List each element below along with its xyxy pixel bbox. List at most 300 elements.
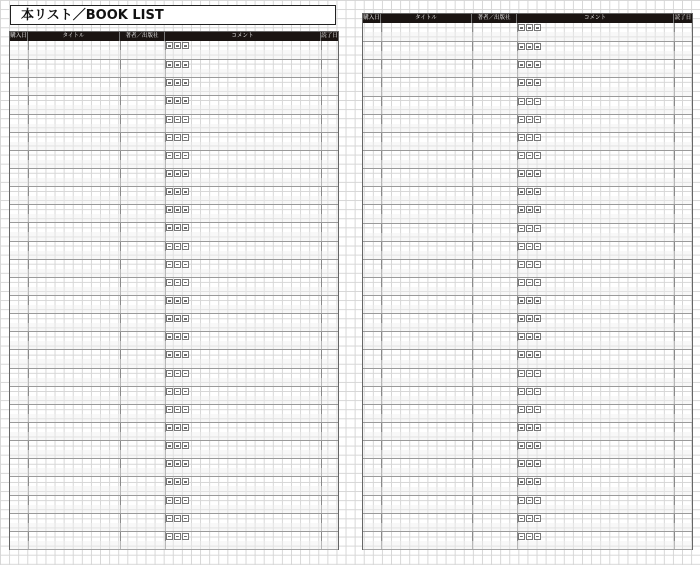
header-author-publisher: 著者／出版社	[120, 32, 165, 41]
date-box	[526, 315, 533, 322]
date-box	[526, 442, 533, 449]
date-box	[526, 152, 533, 159]
date-box	[174, 388, 181, 395]
date-stamp	[166, 442, 189, 449]
list-item	[10, 150, 338, 168]
date-stamp	[166, 134, 189, 141]
date-stamp	[518, 79, 541, 86]
date-box	[518, 424, 525, 431]
date-box	[526, 243, 533, 250]
list-item	[363, 59, 692, 77]
list-item	[363, 277, 692, 295]
table-header	[10, 32, 338, 41]
list-item	[363, 331, 692, 349]
date-stamp	[518, 442, 541, 449]
date-box	[174, 478, 181, 485]
date-stamp	[166, 261, 189, 268]
date-stamp	[518, 460, 541, 467]
date-box	[174, 206, 181, 213]
date-box	[526, 388, 533, 395]
date-box	[182, 515, 189, 522]
list-item	[363, 23, 692, 41]
date-box	[526, 134, 533, 141]
date-stamp	[166, 406, 189, 413]
date-box	[518, 261, 525, 268]
date-box	[526, 297, 533, 304]
date-stamp	[518, 406, 541, 413]
list-item	[363, 96, 692, 114]
date-box	[526, 424, 533, 431]
date-box	[534, 370, 541, 377]
row-band	[363, 32, 692, 41]
date-box	[166, 333, 173, 340]
date-stamp	[166, 460, 189, 467]
date-box	[166, 515, 173, 522]
date-box	[182, 152, 189, 159]
date-stamp	[166, 533, 189, 540]
date-box	[518, 188, 525, 195]
right-page	[355, 0, 700, 565]
date-box	[166, 206, 173, 213]
list-item	[10, 59, 338, 77]
date-box	[534, 460, 541, 467]
date-stamp	[518, 206, 541, 213]
date-box	[534, 243, 541, 250]
date-stamp	[518, 24, 541, 31]
date-stamp	[166, 388, 189, 395]
date-box	[518, 170, 525, 177]
date-box	[174, 97, 181, 104]
date-box	[534, 24, 541, 31]
list-item	[10, 440, 338, 458]
date-box	[174, 297, 181, 304]
date-box	[174, 116, 181, 123]
date-box	[174, 370, 181, 377]
date-box	[534, 206, 541, 213]
row-band	[10, 50, 338, 59]
date-box	[174, 42, 181, 49]
row-band	[10, 541, 338, 550]
list-item	[10, 77, 338, 95]
date-box	[166, 315, 173, 322]
list-item	[363, 295, 692, 313]
date-box	[518, 478, 525, 485]
date-box	[182, 315, 189, 322]
date-box	[518, 243, 525, 250]
date-box	[166, 61, 173, 68]
list-item	[363, 41, 692, 59]
date-box	[174, 497, 181, 504]
date-stamp	[518, 297, 541, 304]
date-box	[182, 61, 189, 68]
date-stamp	[166, 478, 189, 485]
list-item	[10, 41, 338, 59]
list-item	[10, 458, 338, 476]
date-stamp	[518, 61, 541, 68]
date-box	[526, 406, 533, 413]
date-box	[518, 24, 525, 31]
date-stamp	[166, 116, 189, 123]
date-stamp	[518, 388, 541, 395]
date-box	[174, 315, 181, 322]
list-item	[10, 186, 338, 204]
date-box	[166, 261, 173, 268]
date-box	[182, 97, 189, 104]
date-box	[518, 98, 525, 105]
date-box	[526, 460, 533, 467]
date-stamp	[166, 79, 189, 86]
date-box	[518, 116, 525, 123]
date-box	[166, 478, 173, 485]
date-stamp	[166, 188, 189, 195]
date-box	[534, 188, 541, 195]
list-item	[10, 531, 338, 549]
date-box	[526, 170, 533, 177]
header-purchase-date: 購入日	[10, 33, 27, 39]
list-item	[363, 186, 692, 204]
date-box	[174, 61, 181, 68]
date-stamp	[518, 188, 541, 195]
list-item	[363, 368, 692, 386]
header-title: タイトル	[28, 32, 120, 41]
date-stamp	[518, 152, 541, 159]
date-box	[166, 188, 173, 195]
list-item	[10, 277, 338, 295]
date-box	[174, 460, 181, 467]
date-stamp	[518, 261, 541, 268]
date-box	[518, 225, 525, 232]
date-box	[526, 79, 533, 86]
date-stamp	[518, 315, 541, 322]
date-stamp	[166, 333, 189, 340]
date-box	[174, 515, 181, 522]
date-stamp	[518, 170, 541, 177]
header-purchase-date: 購入日	[363, 15, 380, 21]
date-box	[534, 297, 541, 304]
list-item	[363, 531, 692, 549]
date-box	[526, 515, 533, 522]
date-stamp	[518, 98, 541, 105]
date-box	[182, 297, 189, 304]
date-box	[182, 224, 189, 231]
date-stamp	[166, 279, 189, 286]
date-box	[166, 533, 173, 540]
date-box	[534, 478, 541, 485]
list-item	[363, 349, 692, 367]
list-item	[363, 313, 692, 331]
list-item	[363, 404, 692, 422]
header-comment: コメント	[165, 32, 321, 41]
header-author-publisher: 著者／出版社	[472, 14, 517, 23]
list-item	[363, 204, 692, 222]
date-stamp	[166, 351, 189, 358]
date-box	[166, 79, 173, 86]
date-box	[526, 261, 533, 268]
date-box	[182, 497, 189, 504]
date-box	[526, 188, 533, 195]
list-item	[363, 440, 692, 458]
list-item	[10, 204, 338, 222]
date-box	[518, 297, 525, 304]
date-box	[518, 351, 525, 358]
date-box	[166, 42, 173, 49]
list-item	[10, 295, 338, 313]
date-box	[518, 79, 525, 86]
date-box	[534, 442, 541, 449]
date-box	[182, 79, 189, 86]
date-box	[518, 333, 525, 340]
date-box	[182, 134, 189, 141]
list-item	[10, 259, 338, 277]
date-box	[166, 370, 173, 377]
list-item	[363, 132, 692, 150]
date-box	[526, 98, 533, 105]
date-box	[182, 206, 189, 213]
date-box	[534, 116, 541, 123]
date-box	[182, 261, 189, 268]
row-band	[363, 541, 692, 550]
list-item	[363, 513, 692, 531]
list-item	[10, 241, 338, 259]
date-box	[174, 188, 181, 195]
date-box	[166, 152, 173, 159]
list-item	[10, 331, 338, 349]
list-item	[363, 495, 692, 513]
date-box	[174, 134, 181, 141]
date-box	[166, 243, 173, 250]
list-item	[10, 476, 338, 494]
date-box	[526, 370, 533, 377]
date-stamp	[166, 515, 189, 522]
date-stamp	[166, 170, 189, 177]
date-box	[526, 225, 533, 232]
date-stamp	[166, 61, 189, 68]
list-item	[10, 95, 338, 113]
date-stamp	[518, 497, 541, 504]
date-box	[534, 406, 541, 413]
date-box	[526, 61, 533, 68]
list-item	[363, 422, 692, 440]
date-box	[534, 351, 541, 358]
list-item	[10, 313, 338, 331]
date-stamp	[166, 42, 189, 49]
date-stamp	[166, 152, 189, 159]
date-stamp	[518, 333, 541, 340]
date-box	[166, 297, 173, 304]
date-box	[518, 43, 525, 50]
date-stamp	[518, 515, 541, 522]
date-box	[174, 406, 181, 413]
date-box	[166, 134, 173, 141]
list-item	[10, 495, 338, 513]
date-stamp	[518, 370, 541, 377]
date-box	[166, 116, 173, 123]
date-stamp	[166, 315, 189, 322]
date-stamp	[518, 134, 541, 141]
date-box	[526, 533, 533, 540]
date-box	[182, 533, 189, 540]
date-box	[518, 460, 525, 467]
list-item	[10, 349, 338, 367]
list-item	[10, 132, 338, 150]
date-box	[174, 351, 181, 358]
date-box	[534, 315, 541, 322]
date-box	[534, 279, 541, 286]
list-item	[363, 114, 692, 132]
date-stamp	[518, 424, 541, 431]
date-stamp	[166, 224, 189, 231]
date-box	[534, 388, 541, 395]
date-box	[182, 370, 189, 377]
date-box	[518, 61, 525, 68]
date-box	[182, 478, 189, 485]
date-box	[166, 170, 173, 177]
date-box	[518, 315, 525, 322]
date-box	[182, 442, 189, 449]
date-box	[534, 61, 541, 68]
date-box	[518, 370, 525, 377]
date-box	[182, 188, 189, 195]
date-box	[534, 152, 541, 159]
date-stamp	[166, 370, 189, 377]
date-stamp	[166, 424, 189, 431]
list-item	[10, 386, 338, 404]
list-item	[10, 114, 338, 132]
date-box	[174, 224, 181, 231]
date-stamp	[518, 225, 541, 232]
date-stamp	[518, 351, 541, 358]
date-box	[518, 533, 525, 540]
date-stamp	[166, 206, 189, 213]
list-item	[363, 150, 692, 168]
date-box	[174, 279, 181, 286]
list-item	[363, 458, 692, 476]
header-comment: コメント	[517, 14, 674, 23]
list-item	[10, 513, 338, 531]
table-header	[363, 14, 692, 23]
date-stamp	[518, 533, 541, 540]
date-stamp	[166, 97, 189, 104]
date-box	[174, 243, 181, 250]
list-item	[10, 168, 338, 186]
date-box	[166, 442, 173, 449]
date-box	[534, 515, 541, 522]
date-box	[166, 351, 173, 358]
list-item	[363, 386, 692, 404]
date-box	[534, 79, 541, 86]
date-box	[166, 497, 173, 504]
date-box	[526, 116, 533, 123]
date-box	[518, 152, 525, 159]
title-box	[10, 5, 336, 25]
date-box	[534, 98, 541, 105]
list-item	[363, 223, 692, 241]
list-item	[363, 259, 692, 277]
date-box	[526, 43, 533, 50]
date-box	[534, 225, 541, 232]
date-box	[174, 442, 181, 449]
date-box	[182, 388, 189, 395]
date-box	[182, 424, 189, 431]
list-item	[10, 404, 338, 422]
date-box	[174, 261, 181, 268]
list-item	[363, 476, 692, 494]
left-page	[0, 0, 345, 565]
date-box	[518, 497, 525, 504]
date-box	[166, 406, 173, 413]
header-finish-date: 読了日	[321, 33, 338, 39]
date-box	[534, 533, 541, 540]
list-item	[363, 77, 692, 95]
date-stamp	[518, 43, 541, 50]
date-box	[182, 170, 189, 177]
date-box	[518, 406, 525, 413]
date-box	[518, 388, 525, 395]
date-box	[174, 152, 181, 159]
list-item	[10, 422, 338, 440]
date-stamp	[166, 497, 189, 504]
date-stamp	[166, 243, 189, 250]
date-box	[526, 478, 533, 485]
date-box	[182, 42, 189, 49]
book-list-table	[362, 13, 693, 550]
date-stamp	[518, 116, 541, 123]
date-box	[174, 79, 181, 86]
date-box	[526, 206, 533, 213]
date-box	[518, 515, 525, 522]
date-box	[526, 497, 533, 504]
date-box	[534, 170, 541, 177]
list-item	[10, 368, 338, 386]
date-box	[166, 424, 173, 431]
date-box	[174, 424, 181, 431]
date-box	[174, 333, 181, 340]
date-box	[534, 261, 541, 268]
date-box	[534, 424, 541, 431]
date-box	[526, 333, 533, 340]
date-box	[166, 224, 173, 231]
list-item	[363, 168, 692, 186]
date-box	[174, 170, 181, 177]
date-box	[518, 442, 525, 449]
date-box	[518, 206, 525, 213]
date-box	[534, 497, 541, 504]
date-box	[534, 134, 541, 141]
date-box	[534, 333, 541, 340]
date-box	[518, 279, 525, 286]
list-item	[10, 222, 338, 240]
date-stamp	[166, 297, 189, 304]
header-title: タイトル	[381, 14, 472, 23]
date-box	[166, 279, 173, 286]
date-box	[182, 351, 189, 358]
date-box	[166, 388, 173, 395]
header-finish-date: 読了日	[674, 15, 692, 21]
date-stamp	[518, 478, 541, 485]
date-box	[534, 43, 541, 50]
date-box	[182, 333, 189, 340]
date-box	[526, 279, 533, 286]
date-box	[526, 24, 533, 31]
list-item	[363, 241, 692, 259]
date-box	[166, 460, 173, 467]
page-title: 本リスト／BOOK LIST	[21, 8, 164, 23]
date-box	[166, 97, 173, 104]
date-box	[182, 243, 189, 250]
date-box	[182, 279, 189, 286]
date-box	[182, 116, 189, 123]
date-box	[526, 351, 533, 358]
